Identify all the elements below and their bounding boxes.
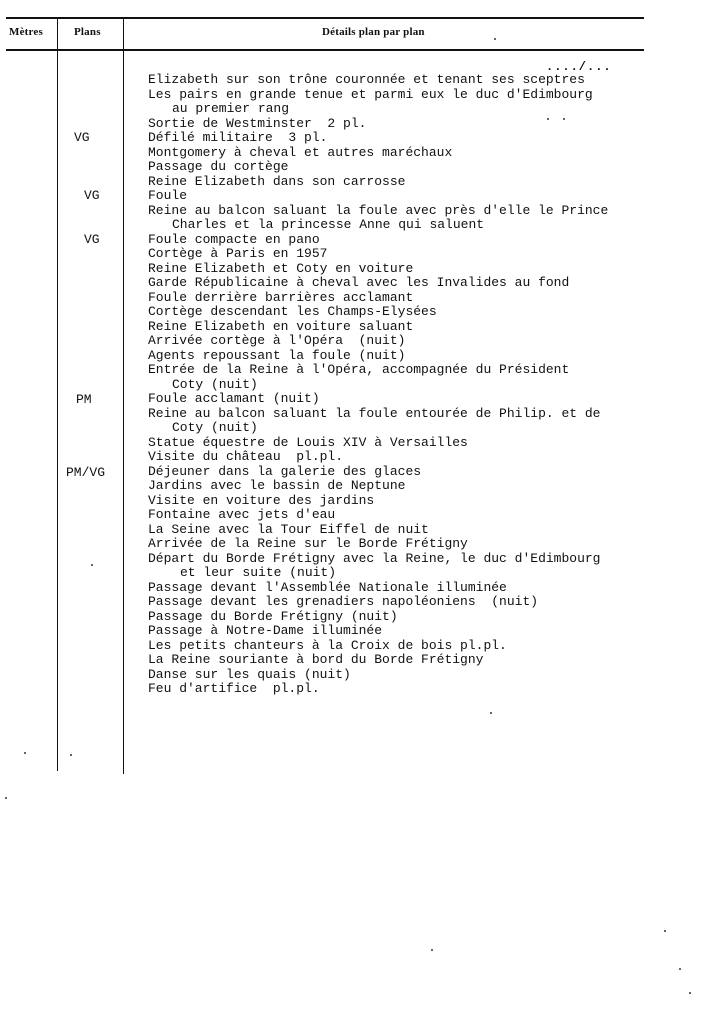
list-item: Sortie de Westminster 2 pl. [148,115,367,131]
list-item: Passage du Borde Frétigny (nuit) [148,608,398,624]
list-item: Reine Elizabeth dans son carrosse [148,173,406,189]
list-item: Coty (nuit) [172,420,258,435]
list-item: Défilé militaire 3 pl. [148,130,328,145]
list-item: Foule derrière barrières acclamant [148,289,414,305]
list-item: Foule compacte en pano [148,231,320,247]
list-item: Arrivée de la Reine sur le Borde Frétigny [148,536,468,551]
column-header-metres: Mètres [9,26,43,38]
scan-speck [24,752,26,754]
list-item: Arrivée cortège à l'Opéra (nuit) [148,333,406,348]
list-item: Passage devant les grenadiers napoléoniens (nuit) [148,594,539,609]
scan-speck [689,992,691,994]
column-header-details: Détails plan par plan [322,26,425,38]
continuation-mark: ..../... [546,60,612,74]
plan-mark: PM [76,392,92,407]
scan-speck [490,712,492,714]
list-item: Montgomery à cheval et autres maréchaux [148,144,453,160]
plan-mark: VG [74,130,90,145]
list-item: Passage devant l'Assemblée Nationale illuminée [148,579,507,595]
plan-mark: VG [84,188,100,203]
scan-speck [679,968,681,970]
scan-speck [664,930,666,932]
scan-speck [563,118,565,120]
scan-speck [547,118,549,120]
list-item: Danse sur les quais (nuit) [148,666,351,682]
list-item: Passage à Notre-Dame illuminée [148,623,383,638]
shot-details-list [148,73,648,697]
list-item: Reine Elizabeth et Coty en voiture [148,260,414,276]
list-item: Coty (nuit) [172,376,258,392]
column-divider-metres-header [57,19,58,49]
list-item: Reine au balcon saluant la foule entourée de Philip. et de [148,405,601,421]
list-item: Cortège à Paris en 1957 [148,246,328,261]
list-item: Reine Elizabeth en voiture saluant [148,318,414,334]
list-item: Garde Républicaine à cheval avec les Invalides au fond [148,275,570,290]
list-item: Départ du Borde Frétigny avec la Reine, le duc d'Edimbourg [148,550,601,566]
list-item: Les petits chanteurs à la Croix de bois pl.pl. [148,637,507,653]
plan-mark: PM/VG [66,465,106,480]
scan-speck [70,754,72,756]
scan-speck [5,797,7,799]
list-item: Visite du château pl.pl. [148,449,344,464]
list-item: Entrée de la Reine à l'Opéra, accompagnée du Président [148,362,570,377]
column-divider-metres [57,51,58,771]
list-item: Foule [148,188,188,203]
list-item: et leur suite (nuit) [180,565,337,580]
scan-speck [494,38,496,40]
list-item: Fontaine avec jets d'eau [148,507,336,522]
column-divider-plans [123,19,124,774]
list-item: Visite en voiture des jardins [148,492,375,508]
list-item: Passage du cortège [148,159,289,174]
list-item: La Seine avec la Tour Eiffel de nuit [148,521,429,537]
list-item: Foule acclamant (nuit) [148,391,320,406]
header-bottom-rule [6,49,644,51]
list-item: Charles et la princesse Anne qui saluent [172,217,485,232]
scan-speck [91,564,93,566]
list-item: Statue équestre de Louis XIV à Versailles [148,434,468,450]
table-top-rule [6,17,644,19]
plan-mark: VG [84,232,100,247]
list-item: Elizabeth sur son trône couronnée et tenant ses sceptres [148,72,585,87]
list-item: Les pairs en grande tenue et parmi eux le duc d'Edimbourg [148,86,593,102]
list-item: La Reine souriante à bord du Borde Frétigny [148,652,484,667]
list-item: Agents repoussant la foule (nuit) [148,347,406,363]
list-item: Reine au balcon saluant la foule avec près d'elle le Prince [148,202,609,218]
list-item: Cortège descendant les Champs-Elysées [148,304,437,319]
list-item: Déjeuner dans la galerie des glaces [148,463,422,479]
list-item: Feu d'artifice pl.pl. [148,681,320,696]
list-item: au premier rang [172,101,290,116]
column-header-plans: Plans [74,26,101,38]
scan-speck [431,949,433,951]
list-item: Jardins avec le bassin de Neptune [148,478,406,493]
